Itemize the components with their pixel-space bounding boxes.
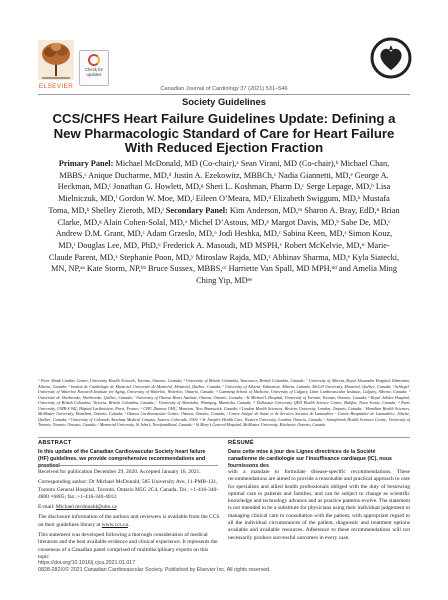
corresponding-author: Corresponding author: Dr Michael McDonald, 585 University Ave, 11-PMB-131, Toronto General Hospital, Toronto, Ontario M5G 2C4, Canada. Tel.: +1-416-340-4800 ×6805; fax: +1-416-340-4012. (38, 479, 219, 500)
disclosure-text: The disclosure information of the authors and reviewers is available from the CCS on their guidelines library at (38, 514, 220, 528)
email-link[interactable]: Michael.mcdonald@uhn.ca (55, 504, 117, 511)
affiliations: ᵃ Peter Munk Cardiac Centre, University Health Network, Toronto, Ontario, Canada; ᵇ University of British Columbia, Vancouver, British Columbia, Canada; ᶜ University of Alberta, Royal Alexandra Hospital, Edmonton, Alberta, Canada; ᵈ Institut de Cardiologie de Montréal, Université de Montréal, Montréal, Québec, Canada; ᵉ University of Alberta, Edmonton, Alberta, Canada; McGill University, Montréal, Québec, Canada; ᶠ Schlegel-University of Waterloo Research Institute for Aging, University of Waterloo, Waterloo, Ontario, Canada; ᵍ Cumming School of Medicine, University of Calgary, Libin Cardiovascular Institute, Calgary, Alberta, Canada; ʰ Université de Sherbrooke, Sherbrooke, Québec, Canada; ⁱ University of Ottawa Heart Institute, Ottawa, Ontario, Canada; ʲ St Michael’s Hospital, University of Toronto, Toronto, Ontario, Canada; ᵏ Royal Jubilee Hospital, University of British Columbia, Victoria, British Columbia, Canada; ˡ University of Manitoba, Winnipeg, Manitoba, Canada; ᵐ Dalhousie University QEII Health Science Centre, Halifax, Nova Scotia, Canada; ⁿ Paris University, UMR-S 942, Hôpital Lariboisière, Paris, France; ᵒ CHU Dumont UHC, Moncton, New Brunswick, Canada; ᵖ London Health Sciences, Western University, London, Ontario, Canada; ʳ Hamilton Health Sciences, McMaster University, Hamilton, Ontario, Canada; ˢ Ottawa Cardiovascular Centre, Ottawa, Ontario, Canada; ᵗ Centre Intégré de Santé et de Services Sociaux de Lanaudière - Centre Hospitalier de Lanaudière, Joliette, Québec, Canada; ᵘ University of Colorado Anschutz Medical Campus, Aurora, Colorado, USA; ʷ St Joseph’s Health Care, Western University, London, Ontario, Canada; ˣ Sunnybrook Health Sciences Centre, University of Toronto, Toronto, Ontario, Canada; ʸ Memorial University, St John’s, Newfoundland, Canada; ᶻ St Mary’s General Hospital, McMaster University, Kitchener, Ontario, Canada (38, 378, 410, 427)
footnotes (38, 469, 220, 564)
secondary-panel-authors: Kim Anderson, MD,ᵐ Sharon A. Bray, EdD,ⁿ Brian Clarke, MD,ᵍ Alain Cohen-Solal, MD,ᵒ Michel D’Astous, MD,ᵖ Margot Davis, MD,ᵇ Sabe De, MD,ᶜ Andrew D.M. Grant, MD,ᶜ Adam Grzeslo, MD,ᵒ Jodi Heshka, MD,ʳ Sabina Keen, MD,ˢ Simon Kouz, MD,ᵗ Douglas Lee, MD, PhD,ᵘ Frederick A. Masoudi, MD MSPH,ᵛ Robert McKelvie, MD,ʷ Marie-Claude Parent, MD,ˣ Stephanie Poon, MD,ʸ Miroslaw Rajda, MD,ᶻ Abhinav Sharma, MD,ᵉ Kyla Siatecki, MN, NP,ᵃᵃ Kate Storm, NP,ᵇᵇ Bruce Sussex, MBBS,ᶜᶜ Harriette Van Spall, MD MPH,ᵈᵈ and Amelia Ming Ching Yip, MDᵉᵉ (48, 205, 400, 286)
statement-text: This statement was developed following a thorough consideration of medical literature and the best available evidence and clinical experience. It represents the consensus of a Canadian panel comprised of multidisciplinary experts on this topic (38, 532, 218, 560)
footer (38, 560, 271, 574)
journal-citation: Canadian Journal of Cardiology 37 (2021) 531–546 (160, 86, 288, 92)
author-list (48, 158, 400, 287)
statement-continued: with a mandate to formulate disease-specific recommendations. These recommendations are aimed to provide a reasonable and practical approach to care for specialists and allied health professionals obliged with the duty of bestowing optimal care to patients and families, and can be subject to change as scientific knowledge and technology advance and as practice patterns evolve. The statement is not intended to be a substitute for physicians using their individual judgement in managing clinical care in consultation with the patient, with appropriate regard to all the individual circumstances of the patient, diagnostic and treatment options available and available resources. Adherence to these recommendations will not necessarily produce successful outcomes in every case. (228, 469, 410, 541)
article-title: CCS/CHFS Heart Failure Guidelines Update: Defining a New Pharmacologic Standard of Care for Heart Failure With Reduced Ejection Fraction (52, 111, 396, 156)
elsevier-tree-logo (38, 40, 74, 80)
secondary-panel-label: Secondary Panel: (165, 205, 228, 215)
abstract-heading: ABSTRACT (38, 440, 72, 446)
journal-logo (370, 36, 412, 84)
ccs-link[interactable]: www.ccs.ca (101, 521, 128, 528)
email-line (38, 504, 220, 511)
email-label: E-mail: (38, 504, 55, 511)
resume-text: Dans cette mise à jour des Lignes directrices de la Société canadienne de cardiologie sur l’insuffisance cardiaque (IC), nous fournissons des (228, 449, 392, 469)
primary-panel-authors: Michael McDonald, MD (Co-chair),ᵃ Sean Virani, MD (Co-chair),ᵇ Michael Chan, MBBS,ᶜ Anique Ducharme, MD,ᵈ Justin A. Ezekowitz, MBBCh,ᶜ Nadia Giannetti, MD,ᵉ George A. Heckman, MD,ᶠ Jonathan G. Howlett, MD,ᵍ Sheri L. Koshman, Pharm D,ᶜ Serge Lepage, MD,ʰ Lisa Mielniczuk, MD,ⁱ Gordon W. Moe, MD,ʲ Eileen O’Meara, MD,ᵈ Elizabeth Swiggum, MD,ᵏ Mustafa Toma, MD,ᵇ Shelley Zieroth, MD,ˡ (48, 159, 391, 215)
check-for-updates-button[interactable] (79, 50, 109, 86)
copyright-line: 0828-282X/© 2021 Canadian Cardiovascular Society. Published by Elsevier Inc. All rights reserved. (38, 567, 271, 573)
publisher-name: ELSEVIER (38, 83, 74, 90)
check-updates-icon (88, 54, 100, 66)
resume-heading: RÉSUMÉ (228, 440, 255, 446)
doi-link[interactable]: https://doi.org/10.1016/j.cjca.2021.01.017 (38, 560, 136, 566)
disclosure-line: The disclosure information of the authors and reviewers is available from the CCS on their guidelines library at www.ccs.ca. (38, 514, 220, 528)
received-date: Received for publication December 29, 2020. Accepted January 16, 2021. (38, 469, 201, 475)
header-divider (38, 94, 410, 95)
section-label: Society Guidelines (182, 96, 266, 107)
abstract-divider (38, 437, 410, 438)
check-updates-label: Check for updates (85, 67, 103, 77)
footnote-divider (38, 465, 218, 466)
abstract-text: In this update of the Canadian Cardiovascular Society heart failure (HF) guidelines, we provide comprehensive recommendations and practical (38, 449, 206, 469)
primary-panel-label: Primary Panel: (58, 159, 114, 168)
